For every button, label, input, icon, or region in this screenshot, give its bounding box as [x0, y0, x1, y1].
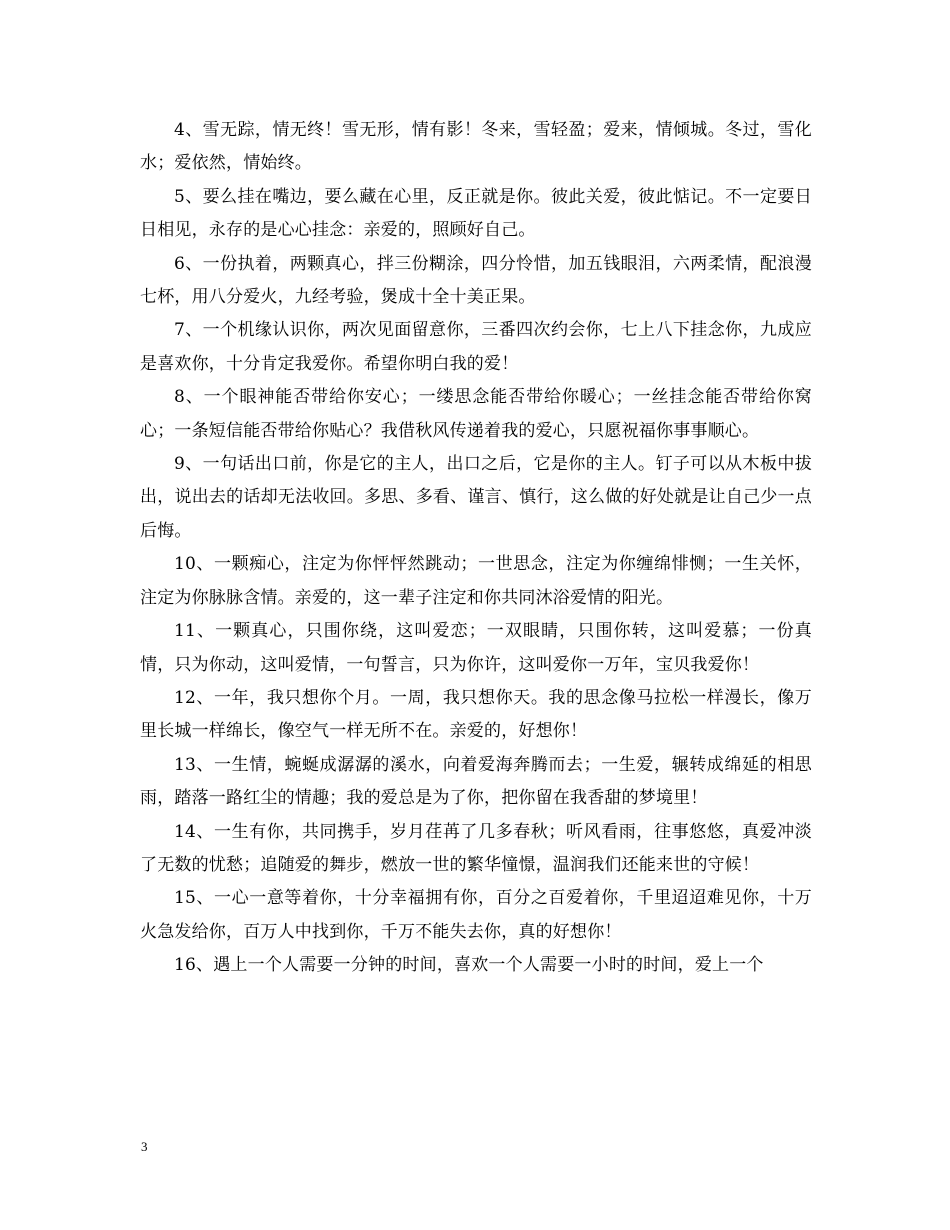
paragraph-6: 6、一份执着，两颗真心，拌三份糊涂，四分怜惜，加五钱眼泪，六两柔情，配浪漫七杯，用八分爱火，九经考验，煲成十全十美正果。 — [140, 253, 812, 308]
paragraph-15: 15、一心一意等着你，十分幸福拥有你，百分之百爱着你，千里迢迢难见你，十万火急发给你，百万人中找到你，千万不能失去你，真的好想你！ — [140, 888, 812, 942]
paragraph-8: 8、一个眼神能否带给你安心；一缕思念能否带给你暖心；一丝挂念能否带给你窝心；一条短信能否带给你贴心？我借秋风传递着我的爱心，只愿祝福你事事顺心。 — [140, 387, 812, 441]
body-text — [140, 114, 812, 983]
paragraph-11: 11、一颗真心，只围你绕，这叫爱恋；一双眼睛，只围你转，这叫爱慕；一份真情，只为你动，这叫爱情，一句誓言，只为你许，这叫爱你一万年，宝贝我爱你！ — [140, 621, 812, 675]
paragraph-7: 7、一个机缘认识你，两次见面留意你，三番四次约会你，七上八下挂念你，九成应是喜欢你，十分肯定我爱你。希望你明白我的爱！ — [140, 320, 812, 374]
paragraph-13: 13、一生情，蜿蜒成潺潺的溪水，向着爱海奔腾而去；一生爱，辗转成绵延的相思雨，踏落一路红尘的情趣；我的爱总是为了你，把你留在我香甜的梦境里！ — [140, 754, 812, 809]
paragraph-5: 5、要么挂在嘴边，要么藏在心里，反正就是你。彼此关爱，彼此惦记。不一定要日日相见，永存的是心心挂念：亲爱的，照顾好自己。 — [140, 186, 812, 241]
paragraph-4: 4、雪无踪，情无终！雪无形，情有影！冬来，雪轻盈；爱来，情倾城。冬过，雪化水；爱依然，情始终。 — [140, 120, 812, 174]
page-number: 3 — [141, 1139, 148, 1154]
paragraph-12: 12、一年，我只想你个月。一周，我只想你天。我的思念像马拉松一样漫长，像万里长城一样绵长，像空气一样无所不在。亲爱的，好想你！ — [140, 687, 812, 742]
paragraph-10: 10、一颗痴心，注定为你怦怦然跳动；一世思念，注定为你缠绵悱恻；一生关怀，注定为你脉脉含情。亲爱的，这一辈子注定和你共同沐浴爱情的阳光。 — [140, 554, 812, 608]
paragraph-14: 14、一生有你，共同携手，岁月荏苒了几多春秋；听风看雨，往事悠悠，真爱冲淡了无数的忧愁；追随爱的舞步，燃放一世的繁华憧憬，温润我们还能来世的守候！ — [140, 821, 812, 875]
paragraph-16: 16、遇上一个人需要一分钟的时间，喜欢一个人需要一小时的时间，爱上一个 — [174, 955, 764, 976]
paragraph-9: 9、一句话出口前，你是它的主人，出口之后，它是你的主人。钉子可以从木板中拔出，说出去的话却无法收回。多思、多看、谨言、慎行，这么做的好处就是让自己少一点后悔。 — [140, 454, 812, 541]
